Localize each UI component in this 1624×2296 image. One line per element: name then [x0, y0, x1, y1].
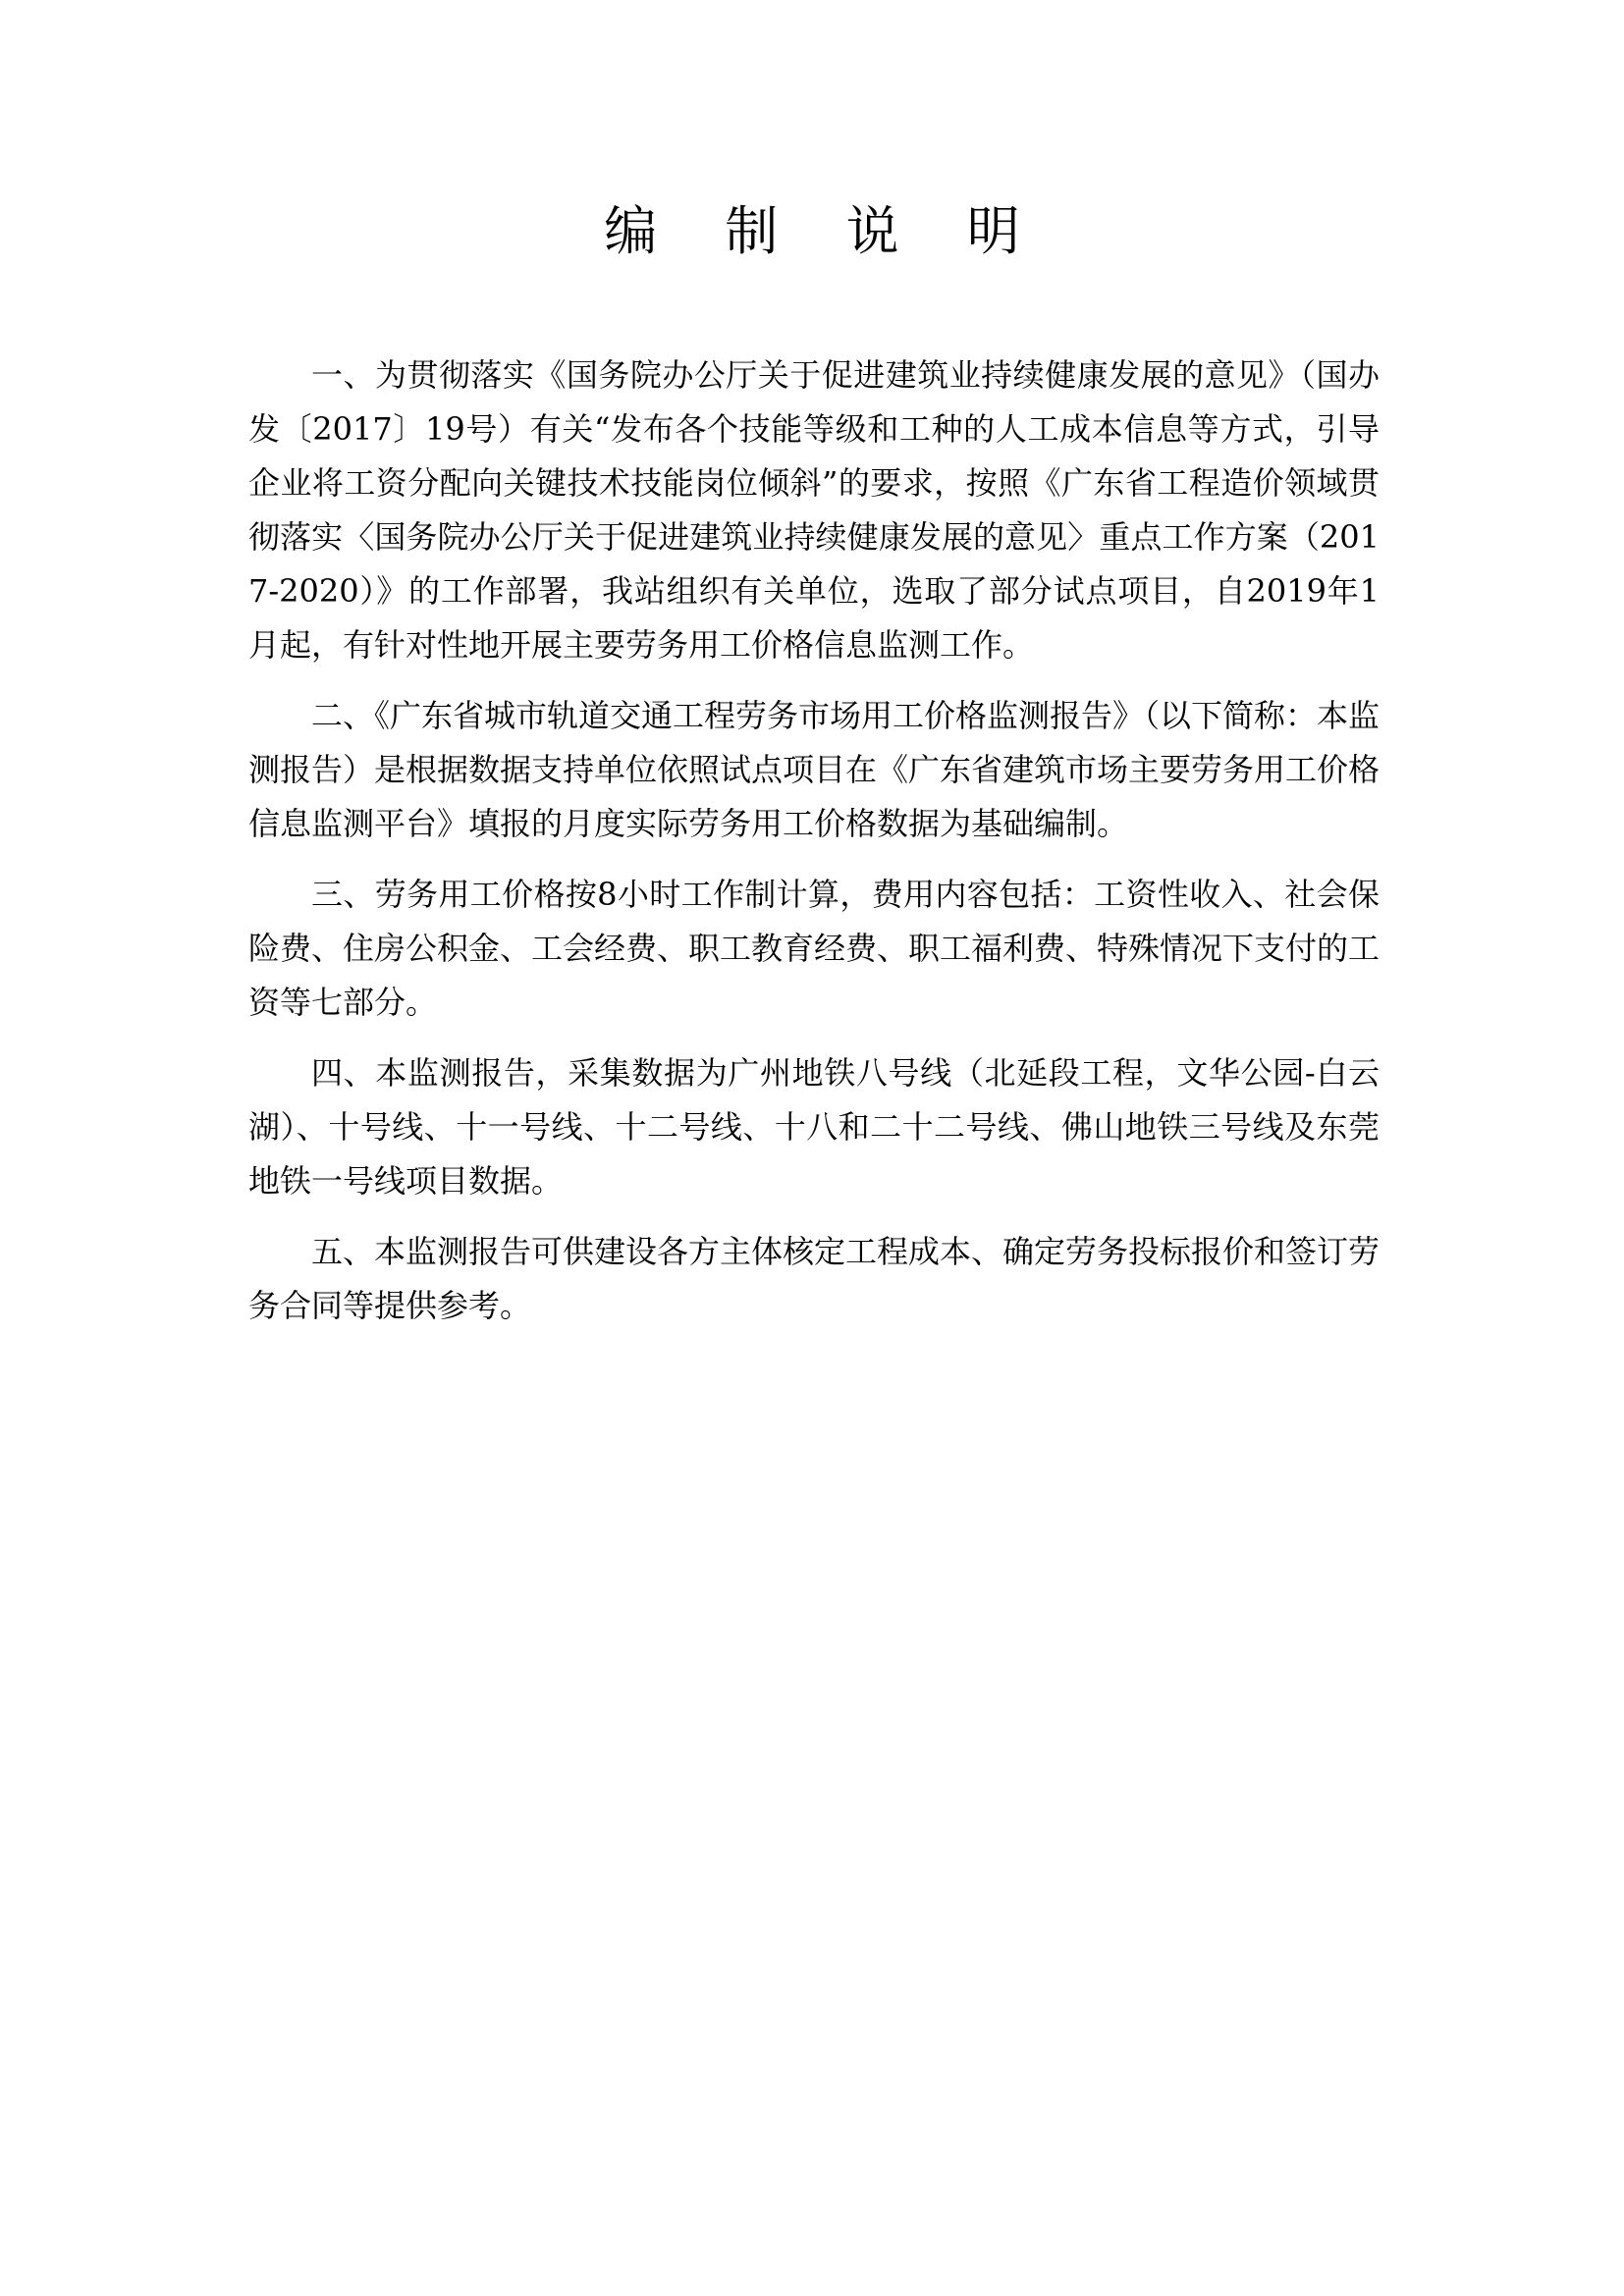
- document-body: [248, 348, 1380, 1350]
- page-title: 编 制 说 明: [604, 200, 1046, 262]
- paragraph-2: 二、《广东省城市轨道交通工程劳务市场用工价格监测报告》（以下简称：本监测报告）是根据数据支持单位依照试点项目在《广东省建筑市场主要劳务用工价格信息监测平台》填报的月度实际劳务用工价格数据为基础编制。: [248, 697, 1380, 842]
- paragraph-3: 三、劳务用工价格按8小时工作制计算，费用内容包括：工资性收入、社会保险费、住房公积金、工会经费、职工教育经费、职工福利费、特殊情况下支付的工资等七部分。: [248, 876, 1380, 1021]
- paragraph-5: 五、本监测报告可供建设各方主体核定工程成本、确定劳务投标报价和签订劳务合同等提供参考。: [248, 1233, 1380, 1324]
- paragraph-4: 四、本监测报告，采集数据为广州地铁八号线（北延段工程，文华公园-白云湖）、十号线、十一号线、十二号线、十八和二十二号线、佛山地铁三号线及东莞地铁一号线项目数据。: [248, 1054, 1380, 1200]
- paragraph-1: 一、为贯彻落实《国务院办公厅关于促进建筑业持续健康发展的意见》（国办发〔2017〕19号）有关“发布各个技能等级和工种的人工成本信息等方式，引导企业将工资分配向关键技术技能岗位倾斜”的要求，按照《广东省工程造价领域贯彻落实〈国务院办公厅关于促进建筑业持续健康发展的意见〉重点工作方案（2017-2020）》的工作部署，我站组织有关单位，选取了部分试点项目，自2019年1月起，有针对性地开展主要劳务用工价格信息监测工作。: [248, 356, 1380, 664]
